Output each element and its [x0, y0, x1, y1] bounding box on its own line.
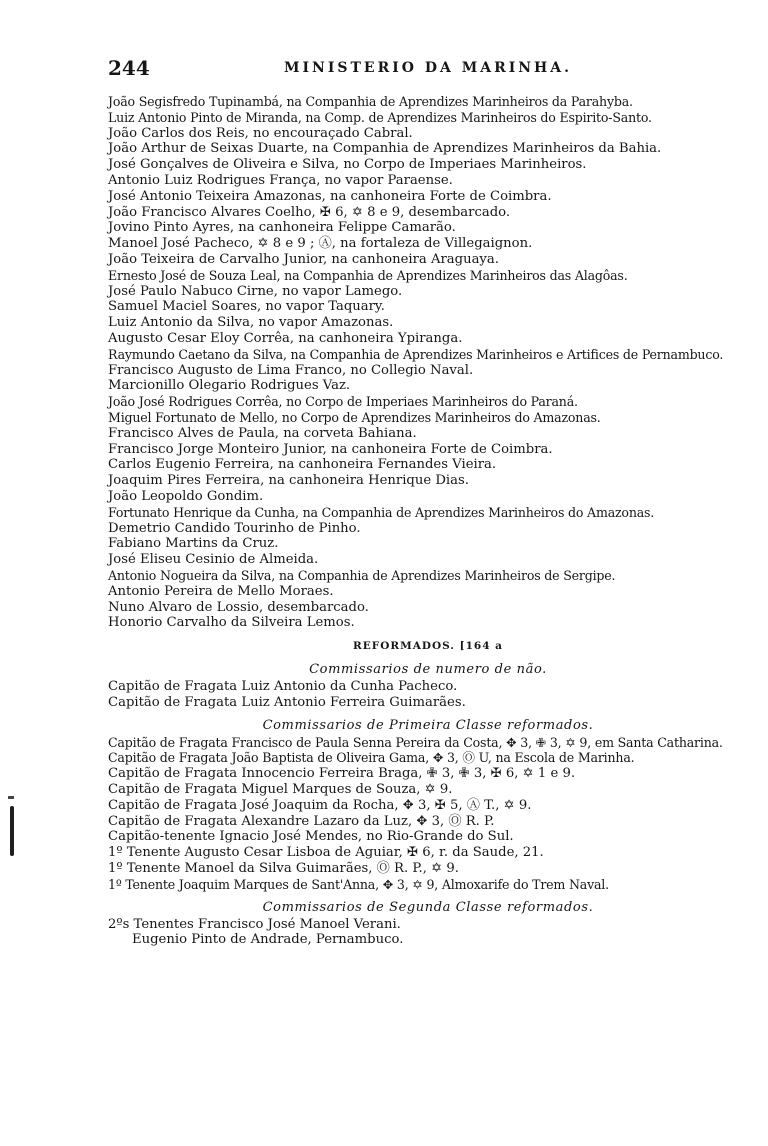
list-item: João Leopoldo Gondim.	[108, 488, 264, 504]
list-item: 1º Tenente Manoel da Silva Guimarães, Ⓞ R. P., ✡ 9.	[108, 861, 459, 877]
list-item: José Eliseu Cesinio de Almeida.	[108, 552, 319, 568]
list-item: João Teixeira de Carvalho Junior, na canhoneira Araguaya.	[108, 251, 499, 267]
list-item: Capitão de Fragata Miguel Marques de Souza, ✡ 9.	[108, 782, 453, 798]
list-item: Capitão de Fragata Innocencio Ferreira Braga, ✙ 3, ✙ 3, ✠ 6, ✡ 1 e 9.	[108, 766, 576, 782]
running-title: MINISTERIO DA MARINHA.	[283, 60, 573, 76]
list-item: Augusto Cesar Eloy Corrêa, na canhoneira Ypiranga.	[108, 330, 463, 346]
list-item: Francisco Augusto de Lima Franco, no Collegio Naval.	[108, 362, 474, 378]
list-item: 1º Tenente Augusto Cesar Lisboa de Aguiar, ✠ 6, r. da Saude, 21.	[108, 845, 544, 861]
list-item: Capitão-tenente Ignacio José Mendes, no Rio-Grande do Sul.	[108, 829, 514, 845]
list-item: Capitão de Fragata Francisco de Paula Senna Pereira da Costa, ✥ 3, ✙ 3, ✡ 9, em Santa Catharina.	[108, 734, 723, 750]
list-item: 2ºs Tenentes Francisco José Manoel Verani.	[108, 916, 401, 932]
margin-mark-dot	[8, 796, 14, 799]
list-item: Samuel Maciel Soares, no vapor Taquary.	[108, 299, 385, 315]
page-header	[108, 56, 748, 88]
list-item: Nuno Alvaro de Lossio, desembarcado.	[108, 599, 369, 615]
list-item: Joaquim Pires Ferreira, na canhoneira Henrique Dias.	[108, 473, 469, 489]
list-item: Luiz Antonio da Silva, no vapor Amazonas.	[108, 315, 394, 331]
list-item: Capitão de Fragata Luiz Antonio da Cunha Pacheco.	[108, 679, 458, 695]
list-item: Capitão de Fragata José Joaquim da Rocha, ✥ 3, ✠ 5, Ⓐ T., ✡ 9.	[108, 797, 532, 813]
list-item: Raymundo Caetano da Silva, na Companhia de Aprendizes Marinheiros e Artifices de Pernambuco.	[108, 346, 724, 362]
margin-ink-mark	[10, 806, 14, 856]
list-item: Fabiano Martins da Cruz.	[108, 536, 279, 552]
list-item: Luiz Antonio Pinto de Miranda, na Comp. de Aprendizes Marinheiros do Espirito-Santo.	[108, 109, 652, 125]
list-item: Antonio Pereira de Mello Moraes.	[108, 583, 334, 599]
page-number: 244	[108, 56, 150, 80]
list-item: João Francisco Alvares Coelho, ✠ 6, ✡ 8 e 9, desembarcado.	[108, 204, 511, 220]
list-item: Marcionillo Olegario Rodrigues Vaz.	[108, 378, 351, 394]
list-item: Antonio Nogueira da Silva, na Companhia de Aprendizes Marinheiros de Sergipe.	[108, 567, 616, 583]
list-item: José Gonçalves de Oliveira e Silva, no Corpo de Imperiaes Marinheiros.	[108, 157, 587, 173]
section-heading-primeira: Commissarios de Primeira Classe reformados.	[262, 717, 594, 733]
list-item: Miguel Fortunato de Mello, no Corpo de Aprendizes Marinheiros do Amazonas.	[108, 409, 601, 425]
list-item: Fortunato Henrique da Cunha, na Companhia de Aprendizes Marinheiros do Amazonas.	[108, 504, 655, 520]
officer-list-segunda	[108, 917, 748, 949]
list-item: João José Rodrigues Corrêa, no Corpo de Imperiaes Marinheiros do Paraná.	[108, 394, 578, 410]
document-page	[108, 56, 748, 948]
officer-list-numero	[108, 679, 748, 711]
list-item: João Carlos dos Reis, no encouraçado Cabral.	[108, 125, 413, 141]
list-item: Capitão de Fragata Alexandre Lazaro da Luz, ✥ 3, Ⓞ R. P.	[108, 813, 495, 829]
list-item: Antonio Luiz Rodrigues França, no vapor Paraense.	[108, 172, 453, 188]
list-item: 1º Tenente Joaquim Marques de Sant'Anna, ✥ 3, ✡ 9, Almoxarife do Trem Naval.	[108, 876, 609, 892]
section-heading-numero: Commissarios de numero de não.	[309, 662, 547, 678]
list-item: João Segisfredo Tupinambá, na Companhia de Aprendizes Marinheiros da Parahyba.	[108, 94, 633, 109]
list-item: Jovino Pinto Ayres, na canhoneira Felippe Camarão.	[108, 220, 456, 236]
list-item: Ernesto José de Souza Leal, na Companhia de Aprendizes Marinheiros das Alagôas.	[108, 267, 628, 283]
list-item: Demetrio Candido Tourinho de Pinho.	[108, 520, 361, 536]
list-item: José Paulo Nabuco Cirne, no vapor Lamego.	[108, 283, 403, 299]
officer-list-active	[108, 94, 748, 631]
list-item: Honorio Carvalho da Silveira Lemos.	[108, 615, 355, 631]
list-item: Francisco Alves de Paula, na corveta Bahiana.	[108, 425, 417, 441]
list-item: João Arthur de Seixas Duarte, na Companhia de Aprendizes Marinheiros da Bahia.	[108, 141, 662, 157]
list-item: Capitão de Fragata Luiz Antonio Ferreira Guimarães.	[108, 694, 466, 710]
list-item: Francisco Jorge Monteiro Junior, na canhoneira Forte de Coimbra.	[108, 441, 553, 457]
list-item: José Antonio Teixeira Amazonas, na canhoneira Forte de Coimbra.	[108, 188, 552, 204]
reformados-heading: REFORMADOS. [164 a	[353, 640, 503, 653]
list-item: Manoel José Pacheco, ✡ 8 e 9 ; Ⓐ, na fortaleza de Villegaignon.	[108, 236, 533, 252]
list-item: Capitão de Fragata João Baptista de Oliveira Gama, ✥ 3, Ⓞ U, na Escola de Marinha.	[108, 750, 635, 766]
list-item: Carlos Eugenio Ferreira, na canhoneira Fernandes Vieira.	[108, 457, 497, 473]
list-item: Eugenio Pinto de Andrade, Pernambuco.	[132, 932, 404, 948]
officer-list-primeira	[108, 735, 748, 893]
section-heading-segunda: Commissarios de Segunda Classe reformados.	[262, 899, 594, 915]
